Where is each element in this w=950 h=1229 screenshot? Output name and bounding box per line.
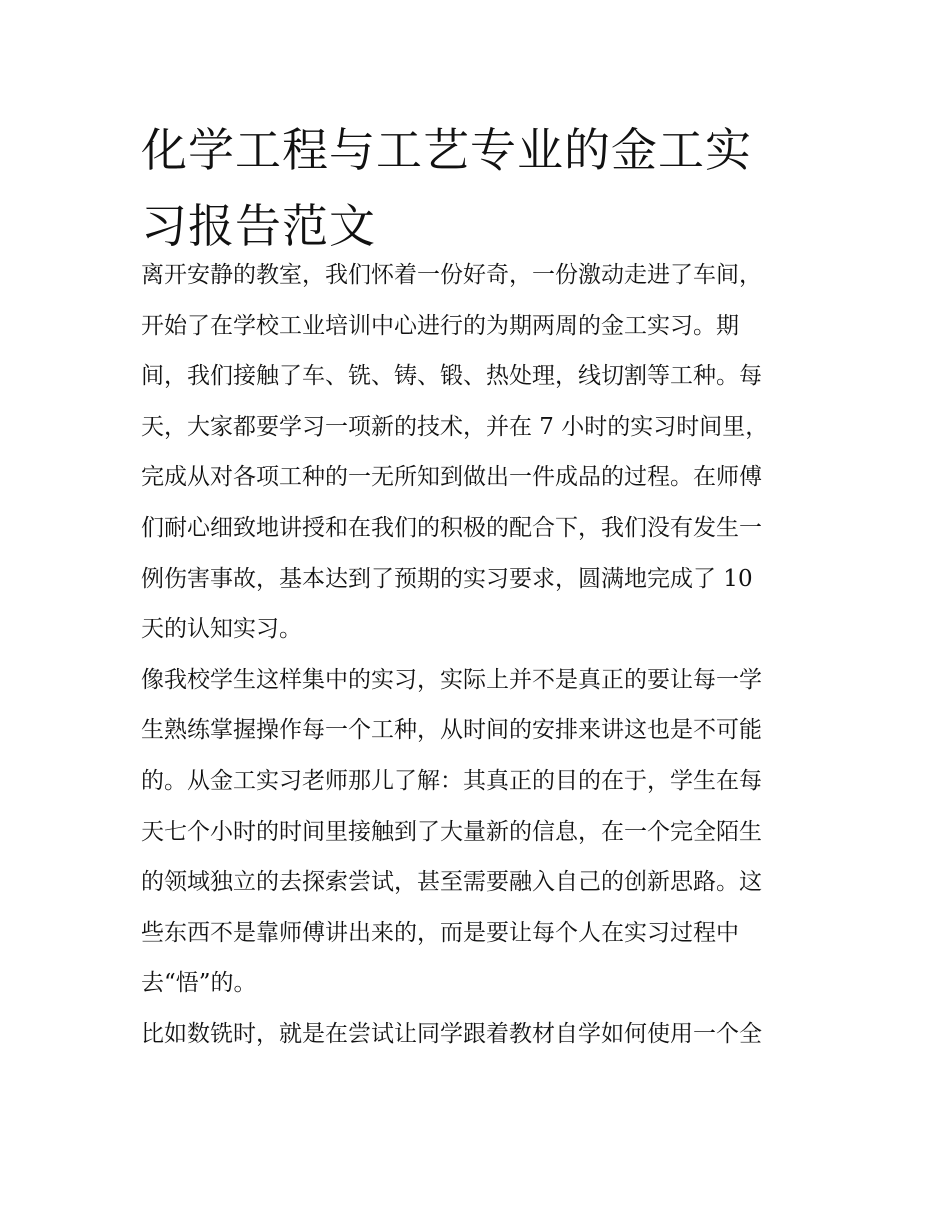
text-line: 完成从对各项工种的一无所知到做出一件成品的过程。在师傅 xyxy=(141,464,762,491)
text-line: 天，大家都要学习一项新的技术，并在 7 小时的实习时间里， xyxy=(141,413,769,440)
text-line: 例伤害事故，基本达到了预期的实习要求，圆满地完成了 10 xyxy=(141,565,753,592)
text-line: 间，我们接触了车、铣、铸、锻、热处理，线切割等工种。每 xyxy=(141,363,762,390)
text-line: 开始了在学校工业培训中心进行的为期两周的金工实习。期 xyxy=(141,312,739,339)
text-line: 像我校学生这样集中的实习，实际上并不是真正的要让每一学 xyxy=(141,666,762,693)
paragraph-2 xyxy=(141,655,821,1009)
text-line: 天的认知实习。 xyxy=(141,616,302,643)
title-line: 化学工程与工艺专业的金工实 xyxy=(141,123,752,177)
text-line: 们耐心细致地讲授和在我们的积极的配合下，我们没有发生一 xyxy=(141,514,762,541)
text-line: 离开安静的教室，我们怀着一份好奇，一份激动走进了车间， xyxy=(141,262,762,288)
document-title xyxy=(141,112,821,264)
text-line: 的领域独立的去探索尝试，甚至需要融入自己的创新思路。这 xyxy=(141,869,762,896)
text-line: 比如数铣时，就是在尝试让同学跟着教材自学如何使用一个全 xyxy=(141,1020,762,1047)
text-line: 的。从金工实习老师那儿了解：其真正的目的在于，学生在每 xyxy=(141,767,762,794)
document-body xyxy=(141,250,821,1060)
text-line: 些东西不是靠师傅讲出来的，而是要让每个人在实习过程中 xyxy=(141,919,739,946)
text-line: 生熟练掌握操作每一个工种，从时间的安排来讲这也是不可能 xyxy=(141,717,762,744)
text-line: 去“悟”的。 xyxy=(141,970,257,997)
paragraph-1 xyxy=(141,250,821,655)
title-line: 习报告范文 xyxy=(141,199,376,253)
paragraph-3 xyxy=(141,1009,821,1060)
text-line: 天七个小时的时间里接触到了大量新的信息，在一个完全陌生 xyxy=(141,818,762,845)
